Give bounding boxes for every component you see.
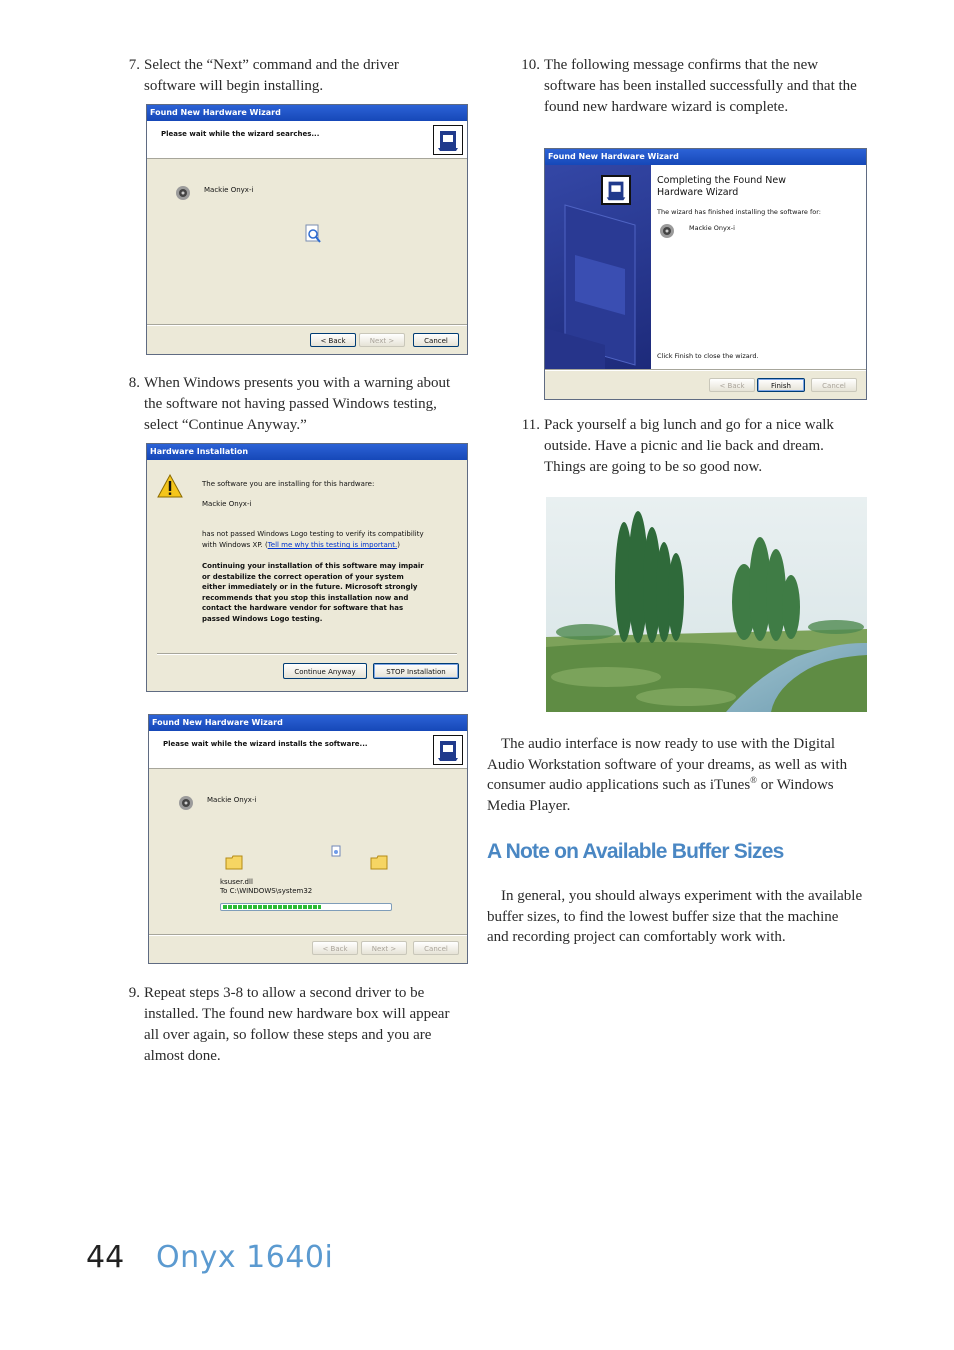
- warning-line: recommends that you stop this installation now and: [202, 593, 409, 602]
- page-number: 44: [86, 1240, 125, 1275]
- file-name: ksuser.dll: [220, 878, 253, 886]
- hardware-icon: [601, 175, 631, 205]
- step-number: 11.: [521, 417, 540, 433]
- warning-line: has not passed Windows Logo testing to verify its compatibility: [202, 530, 424, 538]
- step-text: The following message confirms that the new software has been installed successfully and that the found new hardware wizard is complete.: [544, 57, 857, 115]
- dialog-separator: [545, 369, 866, 371]
- continue-anyway-button[interactable]: Continue Anyway: [283, 663, 367, 679]
- warning-line: Continuing your installation of this software may impair: [202, 562, 424, 570]
- completion-text: The wizard has finished installing the software for:: [657, 208, 821, 216]
- back-button[interactable]: < Back: [310, 333, 356, 347]
- cancel-button[interactable]: Cancel: [413, 941, 459, 955]
- step-text: When Windows presents you with a warning about the software not having passed Windows testing, select “Continue Anyway.”: [144, 375, 451, 433]
- heading-line: Completing the Found New: [657, 175, 787, 186]
- header-text: Please wait while the wizard installs the software...: [163, 740, 368, 748]
- buffer-paragraph: In general, you should always experiment with the available buffer sizes, to find the lowest buffer size that the machine and recording project can comfortably work with.: [487, 888, 863, 946]
- registered-mark: ®: [750, 775, 758, 786]
- dialog-title: Found New Hardware Wizard: [147, 105, 467, 121]
- paragraph-text: or Windows Media Player.: [487, 777, 834, 815]
- hardware-icon: [433, 735, 463, 765]
- flying-file-icon: [330, 845, 342, 857]
- device-name: Mackie Onyx-i: [207, 796, 257, 804]
- paragraph-text: The audio interface is now ready to use with the Digital Audio Workstation software of your dreams, as well as with consumer audio applications such as iTunes: [487, 736, 848, 794]
- wizard-content: [651, 165, 866, 369]
- progress-fill: [223, 905, 321, 909]
- cancel-button[interactable]: Cancel: [811, 378, 857, 392]
- step-number: 7.: [128, 57, 140, 73]
- step-number: 10.: [521, 57, 540, 73]
- stop-installation-button[interactable]: STOP Installation: [373, 663, 459, 679]
- section-heading: A Note on Available Buffer Sizes: [487, 840, 784, 863]
- warning-line: passed Windows Logo testing.: [202, 614, 323, 623]
- wizard-watermark: [545, 165, 651, 369]
- ready-paragraph: [487, 734, 849, 817]
- finish-instructions: Click Finish to close the wizard.: [657, 352, 759, 360]
- device-name: Mackie Onyx-i: [689, 224, 735, 232]
- step-text: Select the “Next” command and the driver software will begin installing.: [144, 57, 399, 94]
- dialog-separator: [149, 934, 467, 936]
- cancel-button[interactable]: Cancel: [413, 333, 459, 347]
- file-destination: To C:\WINDOWS\system32: [220, 887, 313, 895]
- hardware-installation-dialog: [146, 443, 468, 692]
- header-text: Please wait while the wizard searches...: [161, 130, 320, 138]
- dialog-header: [149, 731, 467, 769]
- back-button[interactable]: < Back: [312, 941, 358, 955]
- search-icon: [304, 223, 322, 245]
- dialog-title: Found New Hardware Wizard: [149, 715, 467, 731]
- step-number: 9.: [128, 985, 140, 1001]
- wizard-complete-dialog: [544, 148, 867, 400]
- source-folder-icon: [225, 854, 243, 870]
- warning-icon: [157, 474, 183, 498]
- warning-line: or destabilize the correct operation of your system: [202, 572, 404, 581]
- dialog-separator: [157, 653, 457, 655]
- wizard-install-dialog: [148, 714, 468, 964]
- warning-text: with Windows XP.: [202, 541, 263, 549]
- warning-line: The software you are installing for this hardware:: [202, 480, 375, 488]
- landscape-painting: [546, 497, 867, 712]
- speaker-icon: [178, 795, 194, 811]
- heading-line: Hardware Wizard: [657, 187, 739, 198]
- product-title: Onyx 1640i: [156, 1240, 334, 1275]
- next-button[interactable]: Next >: [361, 941, 407, 955]
- device-name: Mackie Onyx-i: [202, 500, 252, 508]
- finish-button[interactable]: Finish: [757, 378, 805, 392]
- speaker-icon: [659, 223, 675, 239]
- hardware-icon: [433, 125, 463, 155]
- completion-heading: [657, 175, 786, 199]
- warning-line: either immediately or in the future. Microsoft strongly: [202, 583, 418, 591]
- dialog-header: [147, 121, 467, 159]
- step-text: Pack yourself a big lunch and go for a nice walk outside. Have a picnic and lie back and dream. Things are going to be so good now.: [544, 417, 834, 475]
- device-name: Mackie Onyx-i: [204, 186, 254, 194]
- step-number: 8.: [128, 375, 140, 391]
- step-text: Repeat steps 3-8 to allow a second driver to be installed. The found new hardware box will appear all over again, so follow these steps and you are almost done.: [144, 985, 450, 1064]
- warning-line: contact the hardware vendor for software that has: [202, 604, 404, 612]
- next-button[interactable]: Next >: [359, 333, 405, 347]
- wizard-side-panel: [545, 165, 651, 369]
- wizard-search-dialog: [146, 104, 468, 355]
- bold-warning: [202, 561, 424, 624]
- warning-line: with Windows XP. (Tell me why this testing is important.): [202, 541, 400, 549]
- dialog-title: Found New Hardware Wizard: [545, 149, 866, 165]
- dialog-title: Hardware Installation: [147, 444, 467, 460]
- back-button[interactable]: < Back: [709, 378, 755, 392]
- speaker-icon: [175, 185, 191, 201]
- dialog-separator: [147, 324, 467, 326]
- testing-info-link[interactable]: Tell me why this testing is important.: [267, 541, 398, 549]
- progress-bar: [220, 903, 392, 911]
- destination-folder-icon: [370, 854, 388, 870]
